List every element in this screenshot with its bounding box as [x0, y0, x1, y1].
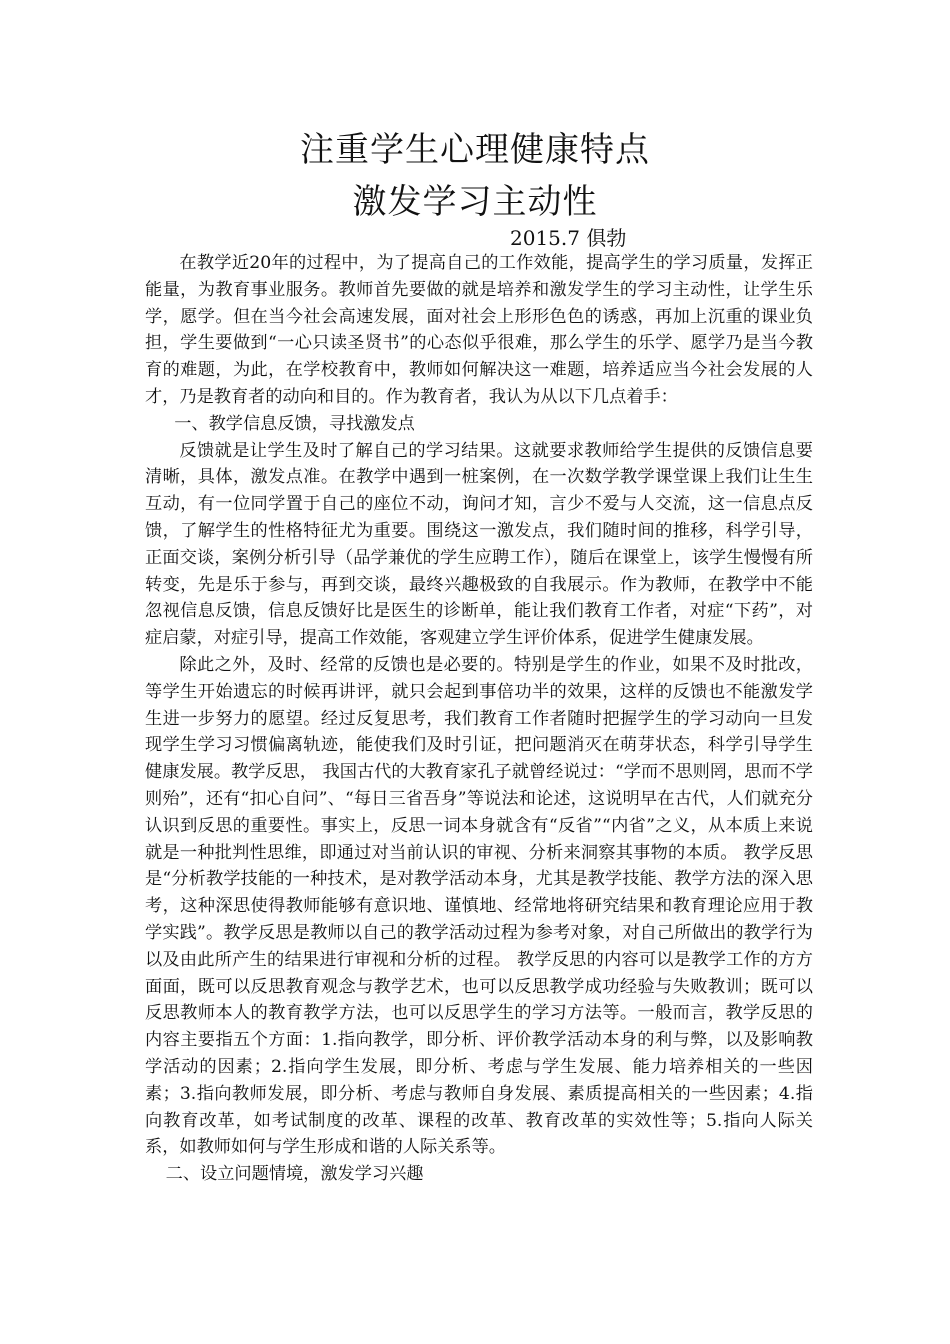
document-title-line1: 注重学生心理健康特点 [300, 130, 650, 170]
document-byline: 2015.7 俱勃 [510, 226, 627, 250]
section-heading-1: 一、教学信息反馈，寻找激发点 [174, 413, 415, 434]
body-paragraph-2: 除此之外，及时、经常的反馈也是必要的。特别是学生的作业，如果不及时批改，等学生开始遗忘的时候再讲评，就只会起到事倍功半的效果，这样的反馈也不能激发学生进一步努力的愿望。经过反复思考，我们教育工作者随时把握学生的学习动向一旦发现学生学习习惯偏离轨迹，能使我们及时引证，把问题消灭在萌芽状态，科学引导学生健康发展。教学反思， 我国古代的大教育家孔子就曾经说过：“学而不思则罔，思而不学则殆”，还有“扣心自问”、“每日三省吾身”等说法和论述，这说明早在古代，人们就充分认识到反思的重要性。事实上，反思一词本身就含有“反省”“内省”之义，从本质上来说就是一种批判性思维，即通过对当前认识的审视、分析来洞察其事物的本质。 教学反思是“分析教学技能的一种技术，是对教学活动本身，尤其是教学技能、教学方法的深入思考，这种深思使得教师能够有意识地、谨慎地、经常地将研究结果和教育理论应用于教学实践”。教学反思是教师以自己的教学活动过程为参考对象，对自己所做出的教学行为以及由此所产生的结果进行审视和分析的过程。 教学反思的内容可以是教学工作的方方面面，既可以反思教育观念与教学艺术，也可以反思教学成功经验与失败教训；既可以反思教师本人的教育教学方法，也可以反思学生的学习方法等。一般而言，教学反思的内容主要指五个方面：1.指向教学，即分析、评价教学活动本身的利与弊，以及影响教学活动的因素；2.指向学生发展，即分析、考虑与学生发展、能力培养相关的一些因素；3.指向教师发展，即分析、考虑与教师自身发展、素质提高相关的一些因素；4.指向教育改革，如考试制度的改革、课程的改革、教育改革的实效性等；5.指向人际关系，如教师如何与学生形成和谐的人际关系等。 [145, 654, 813, 1158]
document-body [145, 250, 813, 1188]
document-title-line2: 激发学习主动性 [352, 182, 598, 222]
intro-paragraph: 在教学近20年的过程中，为了提高自己的工作效能，提高学生的学习质量，发挥正能量，为教育事业服务。教师首先要做的就是培养和激发学生的学习主动性，让学生乐学，愿学。但在当今社会高速发展，面对社会上形形色色的诱惑，再加上沉重的课业负担，学生要做到“一心只读圣贤书”的心态似乎很难，那么学生的乐学、愿学乃是当今教育的难题，为此，在学校教育中，教师如何解决这一难题，培养适应当今社会发展的人才，乃是教育者的动向和目的。作为教育者，我认为从以下几点着手： [145, 253, 813, 407]
body-paragraph-1: 反馈就是让学生及时了解自己的学习结果。这就要求教师给学生提供的反馈信息要清晰，具体，激发点准。在教学中遇到一桩案例，在一次数学教学课堂课上我们让生生互动，有一位同学置于自己的座位不动，询问才知，言少不爱与人交流，这一信息点反馈，了解学生的性格特征尤为重要。围绕这一激发点，我们随时间的推移，科学引导，正面交谈，案例分析引导（品学兼优的学生应聘工作），随后在课堂上，该学生慢慢有所转变，先是乐于参与，再到交谈，最终兴趣极致的自我展示。作为教师，在教学中不能忽视信息反馈，信息反馈好比是医生的诊断单，能让我们教育工作者，对症“下药”，对症启蒙，对症引导，提高工作效能，客观建立学生评价体系，促进学生健康发展。 [145, 440, 813, 649]
section-heading-2: 二、设立问题情境，激发学习兴趣 [165, 1164, 424, 1185]
